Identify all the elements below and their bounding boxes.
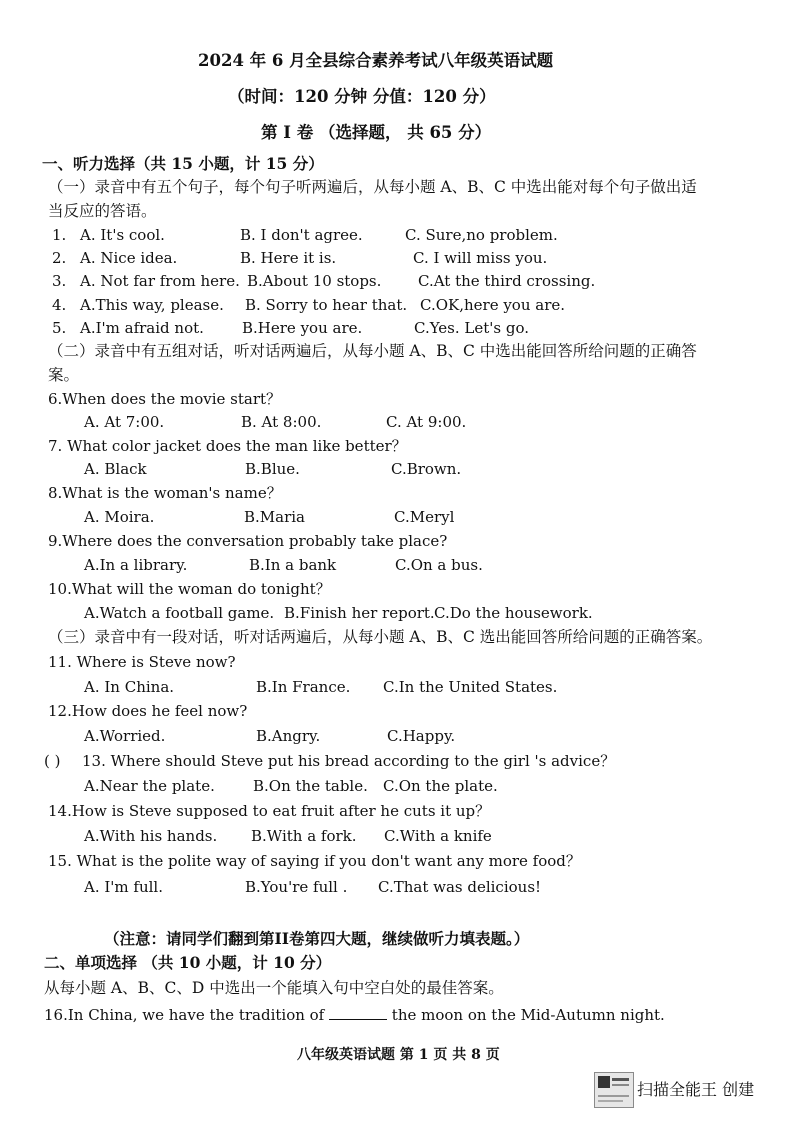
question-stem: 8.What is the woman's name？: [48, 484, 282, 502]
exam-title: 2024 年 6 月全县综合素养考试八年级英语试题: [198, 51, 554, 70]
option-a: A.In a library.: [84, 556, 188, 574]
option-a: A.Worried.: [84, 727, 166, 745]
option-a: A. Nice idea.: [80, 249, 178, 267]
option-c: C.Meryl: [394, 508, 455, 526]
question-16-after: the moon on the Mid-Autumn night.: [391, 1006, 665, 1024]
option-c: C.On a bus.: [395, 556, 483, 574]
option-a: A. Moira.: [84, 508, 155, 526]
page-footer: 八年级英语试题 第 1 页 共 8 页: [297, 1047, 500, 1063]
scanner-watermark: 扫描全能王 创建: [637, 1080, 755, 1099]
option-b: B.About 10 stops.: [247, 272, 382, 290]
part2-instruction: 从每小题 A、B、C、D 中选出一个能填入句中空白处的最佳答案。: [44, 979, 504, 997]
sub2-instruction: （二）录音中有五组对话，听对话两遍后，从每小题 A、B、C 中选出能回答所给问题的正确答: [48, 342, 697, 360]
question-stem: 14.How is Steve supposed to eat fruit after he cuts it up？: [48, 802, 491, 820]
option-a: A. It's cool.: [80, 226, 165, 244]
option-a: A.With his hands.: [84, 827, 218, 845]
question-stem: 9.Where does the conversation probably take place?: [48, 532, 448, 550]
option-b: B.On the table.: [253, 777, 368, 795]
option-b: B. I don't agree.: [240, 226, 363, 244]
sub1-instruction-cont: 当反应的答语。: [48, 202, 157, 220]
option-c: C.At the third crossing.: [418, 272, 596, 290]
option-c: C.Yes. Let's go.: [414, 319, 530, 337]
question-stem: 7. What color jacket does the man like better？: [48, 437, 407, 455]
option-b: B.You're full .: [245, 878, 348, 896]
question-stem: 11. Where is Steve now?: [48, 653, 236, 671]
option-c: C.With a knife: [384, 827, 492, 845]
option-c: C. Sure,no problem.: [405, 226, 558, 244]
question-stem: 6.When does the movie start？: [48, 390, 282, 408]
question-number: 5.: [52, 319, 67, 337]
option-c: C.In the United States.: [383, 678, 558, 696]
question-number: 3.: [52, 272, 67, 290]
option-b: B.In France.: [256, 678, 351, 696]
option-b: B.Angry.: [256, 727, 321, 745]
part1-heading: 一、听力选择（共 15 小题，计 15 分）: [42, 154, 324, 173]
option-a: A.This way, please.: [80, 296, 224, 314]
option-b: B.Blue.: [245, 460, 300, 478]
question-stem: 15. What is the polite way of saying if you don't want any more food？: [48, 852, 581, 870]
option-c: C.Brown.: [391, 460, 462, 478]
volume-title: 第 I 卷 （选择题， 共 65 分）: [261, 123, 492, 142]
sub1-instruction: （一）录音中有五个句子，每个句子听两遍后，从每小题 A、B、C 中选出能对每个句子做出适: [48, 178, 697, 196]
option-c: C.On the plate.: [383, 777, 498, 795]
option-a: A. In China.: [84, 678, 175, 696]
sub2-instruction-cont: 案。: [48, 366, 80, 384]
option-b: B.Finish her report.: [284, 604, 435, 622]
question-stem: 10.What will the woman do tonight？: [48, 580, 331, 598]
option-b: B.Maria: [244, 508, 306, 526]
sub3-instruction: （三）录音中有一段对话，听对话两遍后，从每小题 A、B、C 选出能回答所给问题的正确答案。: [48, 628, 713, 646]
option-b: B. At 8:00.: [241, 413, 322, 431]
scanner-logo: [594, 1072, 634, 1108]
option-b: B. Sorry to hear that.: [245, 296, 408, 314]
option-c: C. At 9:00.: [386, 413, 467, 431]
question-16-before: 16.In China, we have the tradition of: [44, 1006, 325, 1024]
question-stem: 12.How does he feel now?: [48, 702, 248, 720]
option-b: B.In a bank: [249, 556, 337, 574]
question-number: 1.: [52, 226, 67, 244]
option-a: A. I'm full.: [84, 878, 163, 896]
question-stem: 13. Where should Steve put his bread according to the girl 's advice？: [82, 752, 616, 770]
time-score: （时间：120 分钟 分值：120 分）: [228, 87, 496, 106]
option-b: B.Here you are.: [242, 319, 363, 337]
option-a: A. At 7:00.: [84, 413, 165, 431]
part2-heading: 二、单项选择 （共 10 小题，计 10 分）: [44, 953, 332, 972]
option-c: C.Happy.: [387, 727, 456, 745]
qr-code-icon: [598, 1076, 610, 1088]
option-b: B. Here it is.: [240, 249, 337, 267]
option-c: C. I will miss you.: [413, 249, 548, 267]
answer-blank: [329, 1007, 387, 1020]
option-a: A.Watch a football game.: [84, 604, 275, 622]
option-a: A. Not far from here.: [80, 272, 240, 290]
question-number: 4.: [52, 296, 67, 314]
option-a: A. Black: [84, 460, 147, 478]
question-number: 2.: [52, 249, 67, 267]
option-a: A.Near the plate.: [84, 777, 215, 795]
option-c: C.OK,here you are.: [420, 296, 566, 314]
option-c: C.Do the housework.: [434, 604, 593, 622]
option-c: C.That was delicious!: [378, 878, 542, 896]
answer-bracket: ( ): [44, 752, 61, 770]
note: （注意：请同学们翻到第II卷第四大题，继续做听力填表题。）: [104, 929, 530, 948]
question-16: [44, 1006, 665, 1024]
option-b: B.With a fork.: [251, 827, 357, 845]
option-a: A.I'm afraid not.: [80, 319, 204, 337]
